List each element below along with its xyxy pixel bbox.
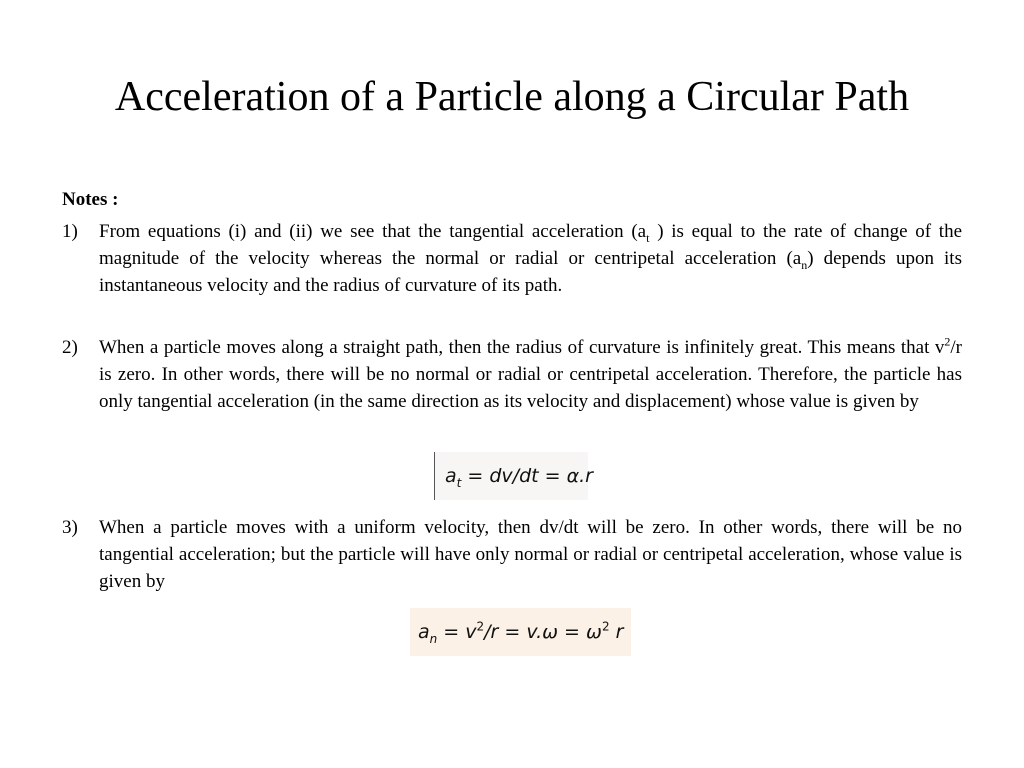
note-text: When a particle moves along a straight path, then the radius of curvature is infinitely great. This means that $v^2/r$ is zero. In other words, there will be no normal or radial or centripetal acceleration. Therefore, the particle has only tangential acceleration (in the same direction as its velocity and displacement) whose value is given by [99,334,962,412]
slide-title: Acceleration of a Particle along a Circular Path [114,74,910,120]
note-item-3 [62,514,962,595]
note-number: 1) [62,221,78,242]
note-number: 3) [62,517,78,538]
note-item-2 [62,334,962,415]
notes-heading: Notes : [62,189,119,210]
tangential-acceleration-formula: $a_t = dv/dt = \alpha.r$ [434,452,588,500]
note-text: When a particle moves with a uniform velocity, then dv/dt will be zero. In other words, there will be no tangential acceleration; but the particle will have only normal or radial or centripetal acceleration, whose value is given by [99,517,962,592]
note-item-1 [62,218,962,299]
note-number: 2) [62,337,78,358]
note-text: From equations (i) and (ii) we see that the tangential acceleration ($a_t$ ) is equal to the rate of change of the magnitude of the velocity whereas the normal or radial or centripetal acceleration $(a_n)$ depends upon its instantaneous velocity and the radius of curvature of its path. [99,221,963,296]
normal-acceleration-formula: $a_n = v^2/r = v.\omega = \omega^2$ r [410,608,631,656]
